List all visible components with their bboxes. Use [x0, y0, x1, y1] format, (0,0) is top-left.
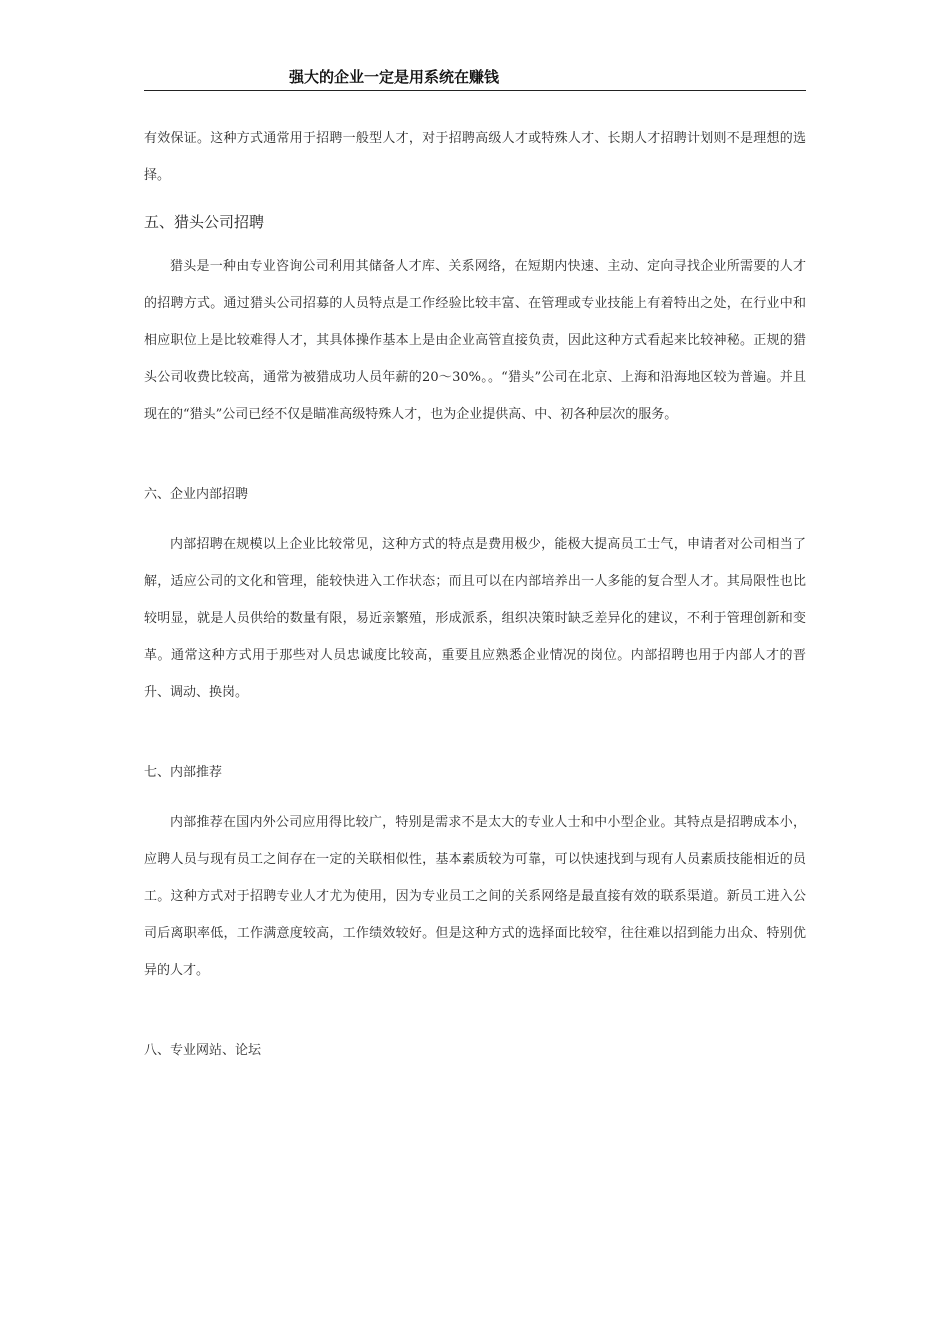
spacer — [144, 711, 806, 754]
spacer — [144, 433, 806, 476]
spacer — [144, 989, 806, 1032]
intro-paragraph: 有效保证。这种方式通常用于招聘一般型人才，对于招聘高级人才或特殊人才、长期人才招聘计划则不是理想的选择。 — [144, 131, 806, 183]
header-title: 强大的企业一定是用系统在赚钱 — [289, 68, 500, 86]
section-body-internal-recruitment: 内部招聘在规模以上企业比较常见，这种方式的特点是费用极少，能极大提高员工士气，申请者对公司相当了解，适应公司的文化和管理，能较快进入工作状态；而且可以在内部培养出一人多能的复合型人才。其局限性也比较明显，就是人员供给的数量有限，易近亲繁殖，形成派系，组织决策时缺乏差异化的建议，不利于管理创新和变革。通常这种方式用于那些对人员忠诚度比较高，重要且应熟悉企业情况的岗位。内部招聘也用于内部人才的晋升、调动、换岗。 — [144, 537, 806, 700]
section-heading-internal-referral: 七、内部推荐 — [144, 765, 223, 780]
section-body-internal-referral: 内部推荐在国内外公司应用得比较广，特别是需求不是太大的专业人士和中小型企业。其特点是招聘成本小，应聘人员与现有员工之间存在一定的关联相似性，基本素质较为可靠，可以快速找到与现有人员素质技能相近的员工。这种方式对于招聘专业人才尤为使用，因为专业员工之间的关系网络是最直接有效的联系渠道。新员工进入公司后离职率低，工作满意度较高，工作绩效较好。但是这种方式的选择面比较窄，往往难以招到能力出众、特别优异的人才。 — [144, 815, 806, 978]
section-heading-internal-recruitment: 六、企业内部招聘 — [144, 487, 249, 502]
page-header — [144, 64, 806, 91]
spacer — [144, 513, 806, 526]
section-heading-headhunter: 五、猎头公司招聘 — [144, 213, 265, 231]
section-heading-professional-websites: 八、专业网站、论坛 — [144, 1043, 262, 1058]
document-body — [144, 120, 806, 1069]
spacer — [144, 791, 806, 804]
section-body-headhunter: 猎头是一种由专业咨询公司利用其储备人才库、关系网络，在短期内快速、主动、定向寻找企业所需要的人才的招聘方式。通过猎头公司招募的人员特点是工作经验比较丰富、在管理或专业技能上有着特出之处，在行业中和相应职位上是比较难得人才，其具体操作基本上是由企业高管直接负责，因此这种方式看起来比较神秘。正规的猎头公司收费比较高，通常为被猎成功人员年薪的20～30%。。“猎头”公司在北京、上海和沿海地区较为普遍。并且现在的“猎头”公司已经不仅是瞄准高级特殊人才，也为企业提供高、中、初各种层次的服务。 — [144, 259, 806, 422]
